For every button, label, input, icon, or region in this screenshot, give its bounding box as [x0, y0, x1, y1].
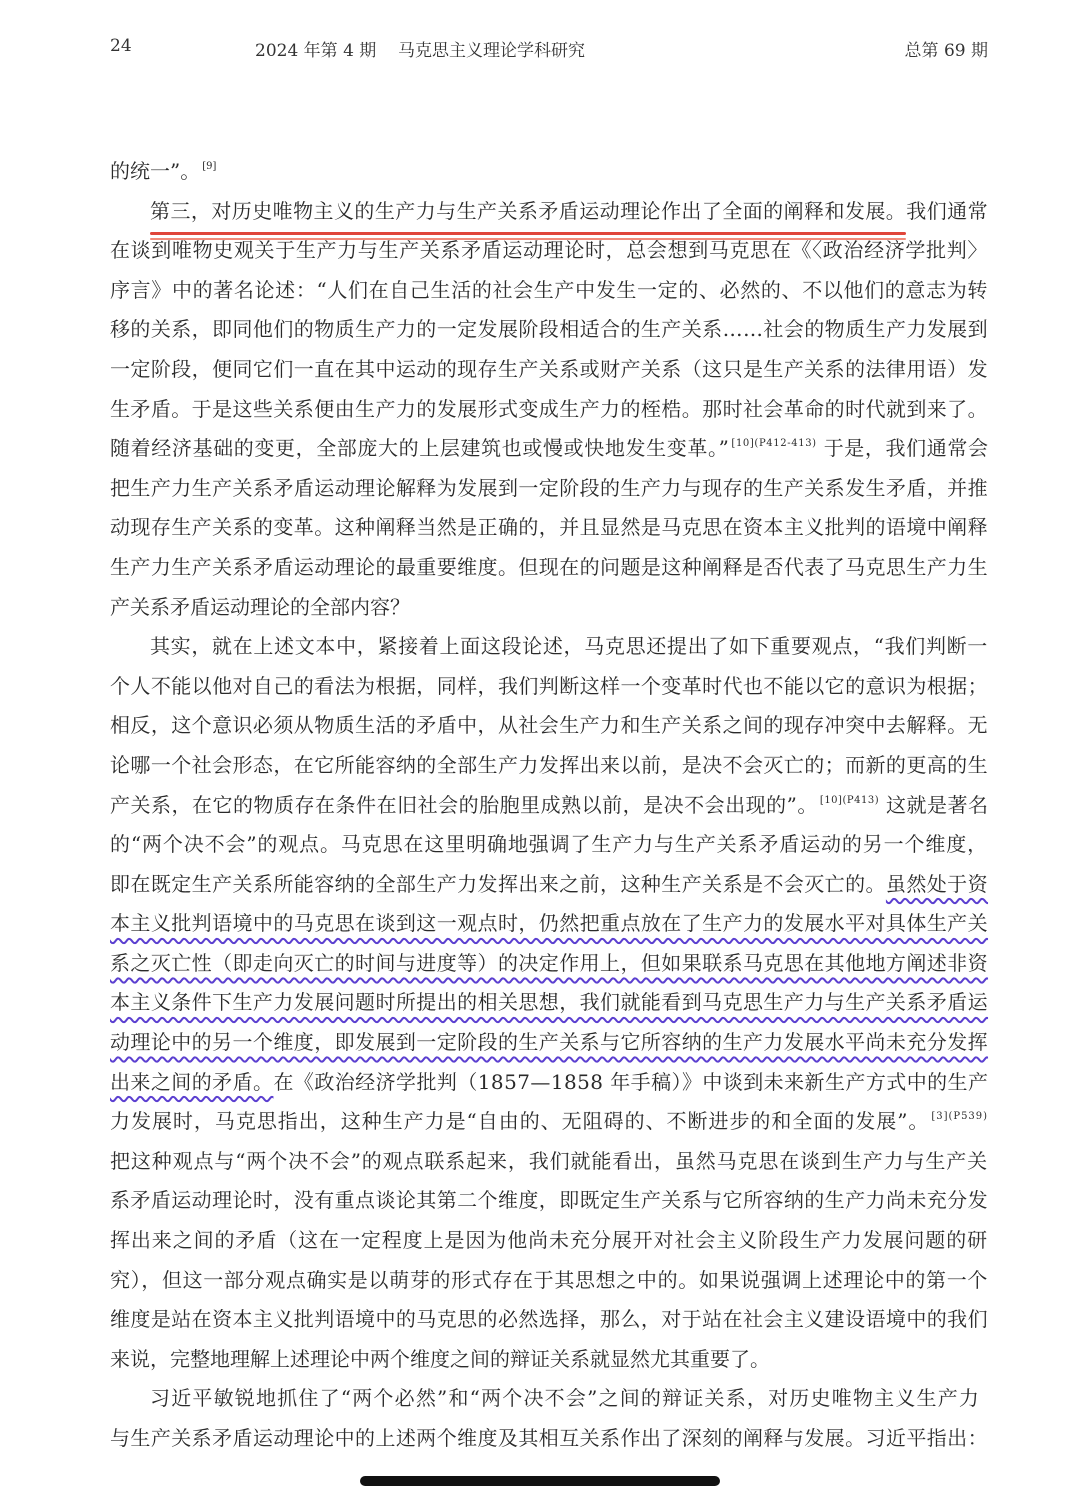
- wavy-underlined-text: 动理论中的另一个维度，即发展到一定阶段的生产关系与它所容纳的生产力发展水平尚未充分发挥: [110, 1030, 989, 1055]
- text-line: [110, 1102, 988, 1142]
- citation-ref: [10](P412-413): [731, 438, 817, 450]
- text-line: [110, 904, 988, 944]
- text-line: [110, 786, 988, 826]
- wavy-underlined-text: 本主义批判语境中的马克思在谈到这一观点时，仍然把重点放在了生产力的发展水平对具体生产关: [110, 911, 989, 936]
- text-line: 相反，这个意识必须从物质生活的矛盾中，从社会生产力和生产关系之间的现存冲突中去解释。无: [110, 713, 989, 738]
- text-line: 在谈到唯物史观关于生产力与生产关系矛盾运动理论时，总会想到马克思在《〈政治经济学批判〉: [110, 238, 988, 263]
- line-text: 这就是著名: [885, 792, 989, 817]
- text-line: 的“两个决不会”的观点。马克思在这里明确地强调了生产力与生产关系矛盾运动的另一个维度，: [110, 832, 988, 857]
- text-line: 把这种观点与“两个决不会”的观点联系起来，我们就能看出，虽然马克思在谈到生产力与生产关: [110, 1148, 988, 1173]
- text-line: 序言》中的著名论述：“人们在自己生活的社会生产中发生一定的、必然的、不以他们的意志为转: [110, 277, 989, 302]
- text-line: [110, 1063, 988, 1103]
- line-text: 的统一”。: [110, 159, 201, 183]
- line-text: 随着经济基础的变更，全部庞大的上层建筑也或慢或快地发生变革。”: [110, 436, 730, 461]
- text-line: [110, 865, 988, 905]
- text-line: [110, 944, 988, 984]
- text-line: [110, 1023, 988, 1063]
- text-line: [110, 192, 988, 232]
- line-text: 在《政治经济学批判（1857—1858 年手稿）》中谈到未来新生产方式中的生产: [273, 1069, 989, 1094]
- text-line: [110, 983, 988, 1023]
- wavy-underlined-text: 出来之间的矛盾。: [110, 1069, 274, 1094]
- line-text: 即在既定生产关系所能容纳的全部生产力发挥出来之前，这种生产关系是不会灭亡的。: [110, 871, 886, 896]
- line-text: 我们通常: [906, 198, 989, 223]
- wavy-underlined-text: 本主义条件下生产力发展问题时所提出的相关思想，我们就能看到马克思生产力与生产关系矛盾运: [110, 990, 989, 1015]
- line-text: 第三，对历史唯物主义的生产力与生产关系矛盾运动理论作出了全面的阐释和发展。: [150, 198, 907, 223]
- text-line: 产关系矛盾运动理论的全部内容？: [110, 594, 410, 619]
- text-line: 来说，完整地理解上述理论中两个维度之间的辩证关系就显然尤其重要了。: [110, 1346, 770, 1371]
- text-line: 系矛盾运动理论时，没有重点谈论其第二个维度，即既定生产关系与它所容纳的生产力尚未充分发: [110, 1188, 989, 1213]
- text-line: 移的关系，即同他们的物质生产力的一定发展阶段相适合的生产关系……社会的物质生产力发展到: [110, 317, 989, 342]
- text-line: 生产力生产关系矛盾运动理论的最重要维度。但现在的问题是这种阐释是否代表了马克思生产力生: [110, 554, 989, 579]
- text-line: 论哪一个社会形态，在它所能容纳的全部生产力发挥出来以前，是决不会灭亡的；而新的更高的生: [110, 752, 989, 777]
- wavy-underlined-text: 虽然处于资: [885, 871, 989, 896]
- page-header: [110, 36, 988, 66]
- text-line: [110, 152, 988, 192]
- red-underlined-text: [150, 192, 906, 232]
- journal-title: 马克思主义理论学科研究: [398, 41, 585, 61]
- text-line: 个人不能以他对自己的看法为根据，同样，我们判断这样一个变革时代也不能以它的意识为根据；: [110, 673, 989, 698]
- home-indicator-bar[interactable]: [360, 1476, 720, 1486]
- text-line: 生矛盾。于是这些关系便由生产力的发展形式变成生产力的桎梏。那时社会革命的时代就到来了。: [110, 396, 989, 421]
- text-line: 把生产力生产关系矛盾运动理论解释为发展到一定阶段的生产力与现存的生产关系发生矛盾，并推: [110, 475, 989, 500]
- line-text: 力发展时，马克思指出，这种生产力是“自由的、无阻碍的、不断进步的和全面的发展”。: [110, 1109, 930, 1134]
- citation-ref: [9]: [202, 161, 217, 172]
- total-issue-label: 总第 69 期: [904, 41, 988, 61]
- citation-ref: [3](P539): [931, 1111, 988, 1123]
- text-line: [110, 429, 988, 469]
- line-text: 于是，我们通常会: [823, 436, 989, 461]
- text-line: 动现存生产关系的变革。这种阐释当然是正确的，并且显然是马克思在资本主义批判的语境中阐释: [110, 515, 989, 540]
- article-body: [110, 152, 988, 1459]
- text-line: 究），但这一部分观点确实是以萌芽的形式存在于其思想之中的。如果说强调上述理论中的第一个: [110, 1267, 988, 1292]
- page-number: 24: [110, 36, 132, 56]
- wavy-underlined-text: 系之灭亡性（即走向灭亡的时间与进度等）的决定作用上，但如果联系马克思在其他地方阐述非资: [110, 950, 989, 975]
- issue-label: 2024 年第 4 期: [255, 41, 377, 61]
- citation-ref: [10](P413): [819, 794, 880, 806]
- text-line: 其实，就在上述文本中，紧接着上面这段论述，马克思还提出了如下重要观点，“我们判断一: [150, 634, 988, 659]
- text-line: 习近平敏锐地抓住了“两个必然”和“两个决不会”之间的辩证关系，对历史唯物主义生产力: [150, 1386, 981, 1411]
- text-line: 挥出来之间的矛盾（这在一定程度上是因为他尚未充分展开对社会主义阶段生产力发展问题的研: [110, 1228, 989, 1253]
- line-text: 产关系，在它的物质存在条件在旧社会的胎胞里成熟以前，是决不会出现的”。: [110, 792, 818, 817]
- text-line: 维度是站在资本主义批判语境中的马克思的必然选择，那么，对于站在社会主义建设语境中的我们: [110, 1307, 989, 1332]
- text-line: 与生产关系矛盾运动理论中的上述两个维度及其相互关系作出了深刻的阐释与发展。习近平指出：: [110, 1426, 989, 1450]
- text-line: 一定阶段，便同它们一直在其中运动的现存生产关系或财产关系（这只是生产关系的法律用语）发: [110, 356, 989, 381]
